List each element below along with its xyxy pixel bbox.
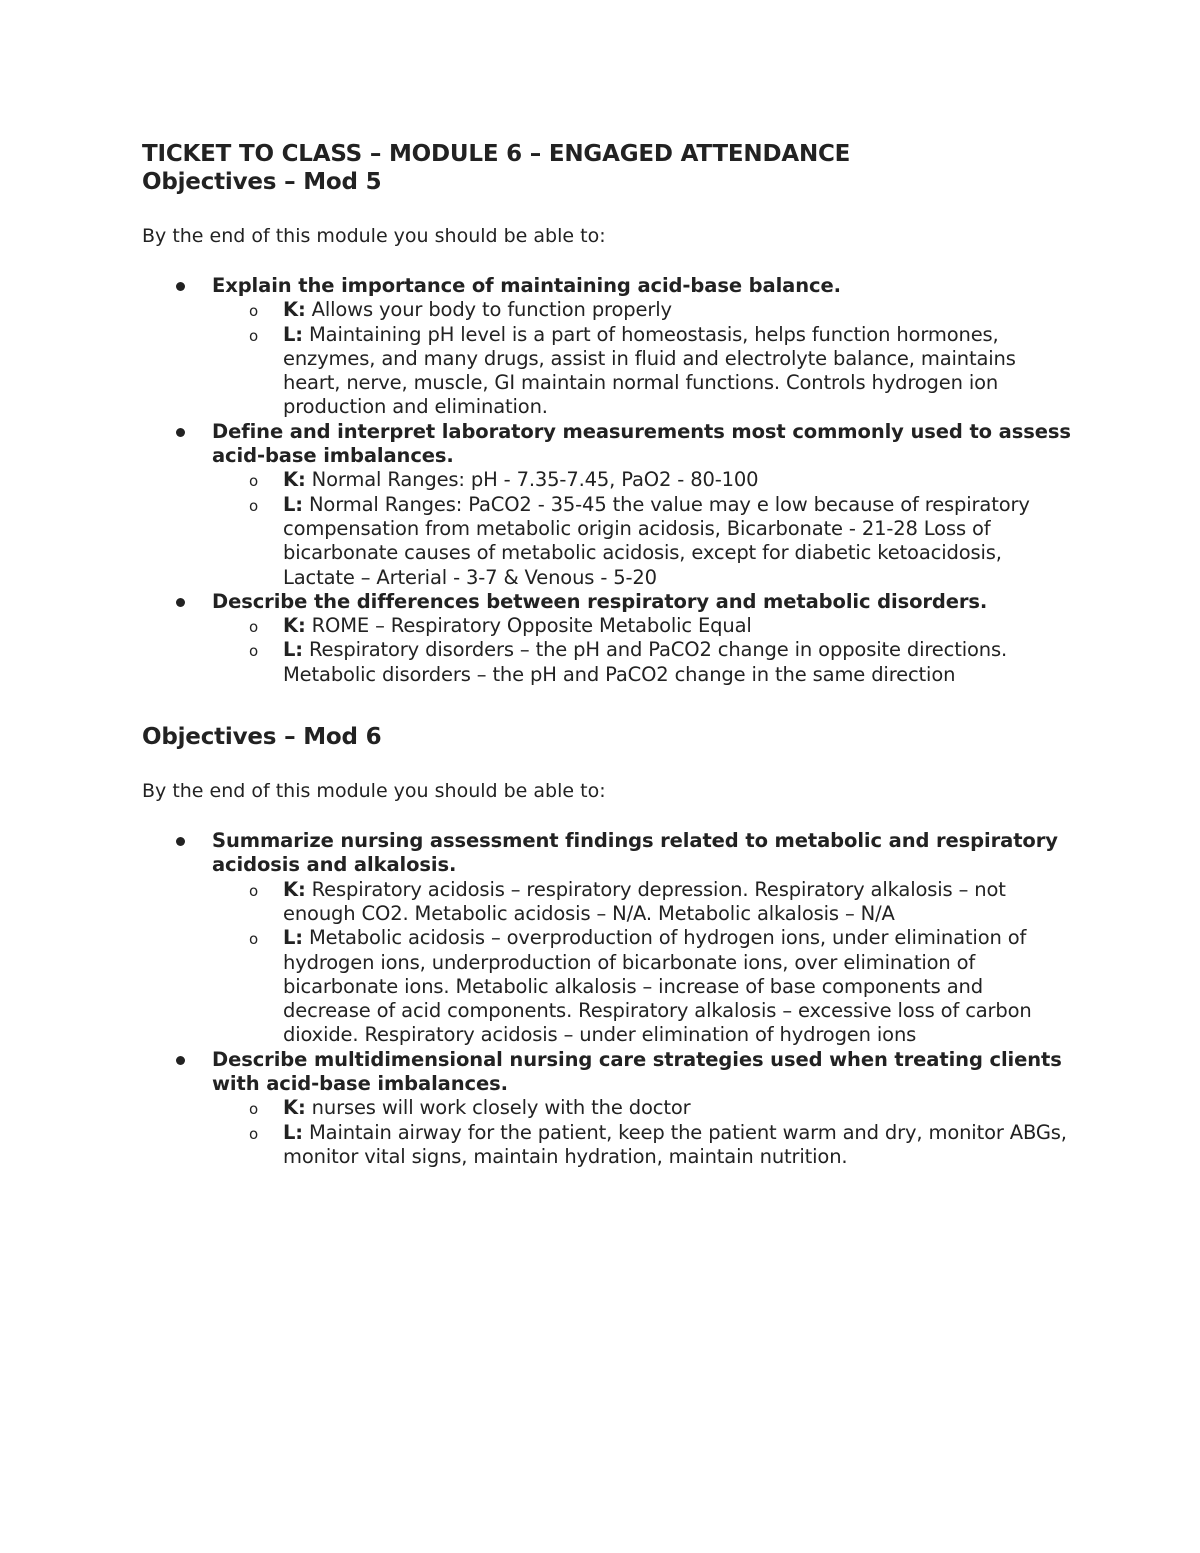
objective-text: Summarize nursing assessment findings related to metabolic and respiratory acidosis and alkalosis.: [212, 829, 1058, 877]
objective-item: [142, 274, 1072, 420]
knowledge-label: K:: [283, 1096, 306, 1120]
kl-list: [212, 614, 1072, 687]
learning-label: L:: [283, 1120, 303, 1144]
learning-item: [212, 493, 1072, 590]
sub-bullet-marker: o: [249, 302, 259, 321]
learning-text: Maintain airway for the patient, keep the patient warm and dry, monitor ABGs, monitor vital signs, maintain hydration, maintain nutrition.: [283, 1120, 1067, 1168]
learning-text: Metabolic acidosis – overproduction of hydrogen ions, under elimination of hydrogen ions, underproduction of bicarbonate ions, over elimination of bicarbonate ions. Metabolic alkalosis – increase of base components and decrease of acid components. Respiratory alkalosis – excessive loss of carbon dioxide. Respiratory acidosis – under elimination of hydrogen ions: [283, 926, 1032, 1047]
knowledge-item: [212, 878, 1072, 927]
knowledge-item: [212, 1096, 1072, 1120]
document-page: [142, 140, 1072, 1169]
kl-list: [212, 878, 1072, 1048]
objective-text: Describe the differences between respiratory and metabolic disorders.: [212, 589, 988, 613]
objectives-list-mod6: [142, 829, 1072, 1169]
objective-text: Define and interpret laboratory measurements most commonly used to assess acid-base imbalances.: [212, 419, 1071, 468]
sub-bullet-marker: o: [249, 1124, 259, 1143]
learning-item: [212, 1121, 1072, 1170]
section-title-mod5: Objectives – Mod 5: [142, 169, 382, 195]
section-title-mod6: Objectives – Mod 6: [142, 724, 382, 751]
knowledge-text: ROME – Respiratory Opposite Metabolic Equal: [305, 614, 752, 638]
bullet-dot-icon: [176, 428, 185, 437]
learning-text: Respiratory disorders – the pH and PaCO2 change in opposite directions. Metabolic disorders – the pH and PaCO2 change in the same direction: [283, 638, 1008, 686]
sub-bullet-marker: o: [249, 881, 259, 900]
objective-text: Describe multidimensional nursing care strategies used when treating clients with acid-base imbalances.: [212, 1047, 1062, 1096]
knowledge-label: K:: [283, 468, 306, 492]
bullet-dot-icon: [176, 282, 185, 291]
sub-bullet-marker: o: [249, 930, 259, 949]
section-intro-mod5: By the end of this module you should be able to:: [142, 225, 606, 247]
knowledge-item: [212, 298, 1072, 322]
learning-label: L:: [283, 322, 303, 346]
objective-text: Explain the importance of maintaining acid-base balance.: [212, 274, 841, 297]
kl-list: [212, 1096, 1072, 1169]
knowledge-label: K:: [283, 298, 306, 322]
knowledge-item: [212, 468, 1072, 492]
bullet-dot-icon: [176, 837, 185, 846]
section-intro-mod6: By the end of this module you should be able to:: [142, 780, 606, 803]
bullet-dot-icon: [176, 598, 185, 607]
sub-bullet-marker: o: [249, 472, 259, 491]
kl-list: [212, 298, 1072, 419]
knowledge-item: [212, 614, 1072, 638]
objective-item: [142, 420, 1072, 590]
sub-bullet-marker: o: [249, 1100, 259, 1119]
knowledge-label: K:: [283, 614, 306, 638]
learning-item: [212, 926, 1072, 1047]
knowledge-label: K:: [283, 877, 306, 901]
objective-item: [142, 590, 1072, 687]
knowledge-text: Respiratory acidosis – respiratory depression. Respiratory alkalosis – not enough CO2. Metabolic acidosis – N/A. Metabolic alkalosis – N/A: [283, 877, 1006, 925]
bullet-dot-icon: [176, 1056, 185, 1065]
learning-item: [212, 638, 1072, 687]
learning-label: L:: [283, 638, 303, 662]
knowledge-text: Allows your body to function properly: [305, 298, 672, 322]
document-title: TICKET TO CLASS – MODULE 6 – ENGAGED ATTENDANCE: [142, 141, 851, 167]
objectives-list-mod5: [142, 274, 1072, 687]
learning-label: L:: [283, 492, 303, 516]
sub-bullet-marker: o: [249, 496, 259, 515]
objective-item: [142, 829, 1072, 1048]
learning-item: [212, 323, 1072, 420]
sub-bullet-marker: o: [249, 326, 259, 345]
kl-list: [212, 468, 1072, 589]
objective-item: [142, 1048, 1072, 1169]
learning-label: L:: [283, 926, 303, 950]
sub-bullet-marker: o: [249, 618, 259, 637]
knowledge-text: nurses will work closely with the doctor: [305, 1096, 691, 1120]
learning-text: Maintaining pH level is a part of homeostasis, helps function hormones, enzymes, and many drugs, assist in fluid and electrolyte balance, maintains heart, nerve, muscle, GI maintain normal functions. Controls hydrogen ion production and elimination.: [283, 322, 1016, 419]
learning-text: Normal Ranges: PaCO2 - 35-45 the value may e low because of respiratory compensation from metabolic origin acidosis, Bicarbonate - 21-28 Loss of bicarbonate causes of metabolic acidosis, except for diabetic ketoacidosis, Lactate – Arterial - 3-7 & Venous - 5-20: [283, 492, 1030, 589]
knowledge-text: Normal Ranges: pH - 7.35-7.45, PaO2 - 80-100: [305, 468, 759, 492]
sub-bullet-marker: o: [249, 642, 259, 661]
